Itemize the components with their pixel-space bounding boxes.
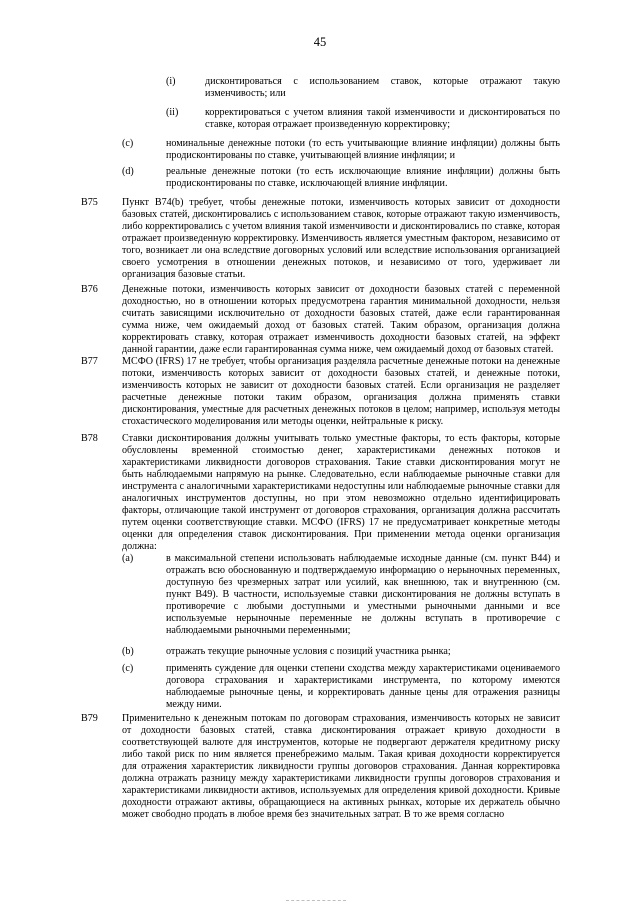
item-label-a: (a) <box>122 553 134 564</box>
paragraph-b77: МСФО (IFRS) 17 не требует, чтобы организация разделяла расчетные денежные потоки на денежные потоки, изменчивость которых зависит от доходности базовых статей, и денежные потоки, изменчивость которых не зависит от доходности базовых статей. Если организация не разделяет расчетные денежные потоки таким образом, организация должна применять ставки дисконтирования, уместные для расчетных денежных потоков в целом; например, используя методы стохастического моделирования или методы оценки, нейтральные к риску. <box>122 356 560 428</box>
paragraph-b76: Денежные потоки, изменчивость которых зависит от доходности базовых статей с переменной доходностью, но в отношении которых предусмотрена гарантия минимальной доходности, нельзя считать зависящими исключительно от доходности базовых статей, даже если гарантированная сумма ниже, чем ожидаемый доход от базовых статей. Таким образом, организация должна корректировать ставку, которая отражает изменчивость доходности базовых статей, на эффект данной гарантии, даже если гарантированная сумма ниже, чем ожидаемый доход от базовых статей. <box>122 284 560 356</box>
item-label-c: (c) <box>122 138 134 149</box>
item-text-c: номинальные денежные потоки (то есть учитывающие влияние инфляции) должны быть продисконтированы по ставке, учитывающей влияние инфляции; и <box>166 138 560 162</box>
page-number: 45 <box>313 35 327 49</box>
paragraph-label-b78: B78 <box>81 433 98 444</box>
paragraph-label-b79: B79 <box>81 713 98 724</box>
item-label-i: (i) <box>166 76 176 87</box>
paragraph-label-b77: B77 <box>81 356 98 367</box>
page-edge-mark <box>286 900 346 901</box>
item-text-b: отражать текущие рыночные условия с позиций участника рынка; <box>166 646 451 657</box>
paragraph-b78: Ставки дисконтирования должны учитывать только уместные факторы, то есть факторы, которые обусловлены временной стоимостью денег, характеристиками денежных потоков и характеристиками ликвидности договоров страхования. Такие ставки дисконтирования могут не быть наблюдаемыми напрямую на рынке. Следовательно, если наблюдаемые рыночные ставки для инструмента с аналогичными характеристиками недоступны или наблюдаемые рыночные ставки для аналогичных инструментов доступны, но при этом невозможно отдельно идентифицировать факторы, отличающие такой инструмент от договоров страхования, организация должна рассчитать путем оценки соответствующие ставки. МСФО (IFRS) 17 не предусматривает конкретные методы оценки для определения ставок дисконтирования. При применении метода оценки организация должна: <box>122 433 560 553</box>
item-text-ii: корректироваться с учетом влияния такой изменчивости и дисконтироваться по ставке, которая отражает произведенную корректировку; <box>205 107 560 131</box>
item-text-a: в максимальной степени использовать наблюдаемые исходные данные (см. пункт B44) и отражать всю обоснованную и подтверждаемую информацию о нерыночных переменных, доступную без чрезмерных затрат или усилий, как внешнюю, так и внутреннюю (см. пункт B49). В частности, используемые ставки дисконтирования не должны вступать в противоречие с любыми доступными и уместными рыночными данными и все используемые нерыночные переменные не должны вступать в противоречие с наблюдаемыми рыночными переменными; <box>166 553 560 637</box>
paragraph-label-b75: B75 <box>81 197 98 208</box>
item-label-ii: (ii) <box>166 107 179 118</box>
item-text-c-2: применять суждение для оценки степени сходства между характеристиками оцениваемого договора страхования и характеристиками инструмента, по которому имеются наблюдаемые рыночные цены, и корректировать данные цены для отражения разницы между ними. <box>166 663 560 711</box>
item-label-c-2: (c) <box>122 663 134 674</box>
item-label-b: (b) <box>122 646 134 657</box>
paragraph-b75: Пункт B74(b) требует, чтобы денежные потоки, изменчивость которых зависит от доходности базовых статей, дисконтировались с использованием ставок, которые отражают такую изменчивость, либо корректировались с учетом влияния такой изменчивости и дисконтировались по ставке, которая отражает произведенную корректировку. Изменчивость является уместным фактором, независимо от того, возникает ли она вследствие договорных условий или вследствие использования организацией своего усмотрения в отношении денежных потоков, и независимо от того, удерживает ли организация базовые статьи. <box>122 197 560 281</box>
item-label-d: (d) <box>122 166 134 177</box>
paragraph-b79: Применительно к денежным потокам по договорам страхования, изменчивость которых не зависит от доходности базовых статей, ставка дисконтирования отражает кривую доходности в соответствующей валюте для инструментов, которые не подвергают держателя кредитному риску либо такой риск по ним является пренебрежимо малым. Такая кривая доходности корректируется для отражения характеристик ликвидности группы договоров страхования. Данная корректировка должна отражать разницу между характеристиками ликвидности группы договоров страхования и характеристиками ликвидности активов, используемых для определения кривой доходности. Кривые доходности отражают активы, обращающиеся на активных рынках, которые их держатель обычно может свободно продать в любое время без значительных затрат. В то же время согласно <box>122 713 560 821</box>
paragraph-label-b76: B76 <box>81 284 98 295</box>
item-text-d: реальные денежные потоки (то есть исключающие влияние инфляции) должны быть продисконтированы по ставке, исключающей влияние инфляции. <box>166 166 560 190</box>
item-text-i: дисконтироваться с использованием ставок, которые отражают такую изменчивость; или <box>205 76 560 100</box>
